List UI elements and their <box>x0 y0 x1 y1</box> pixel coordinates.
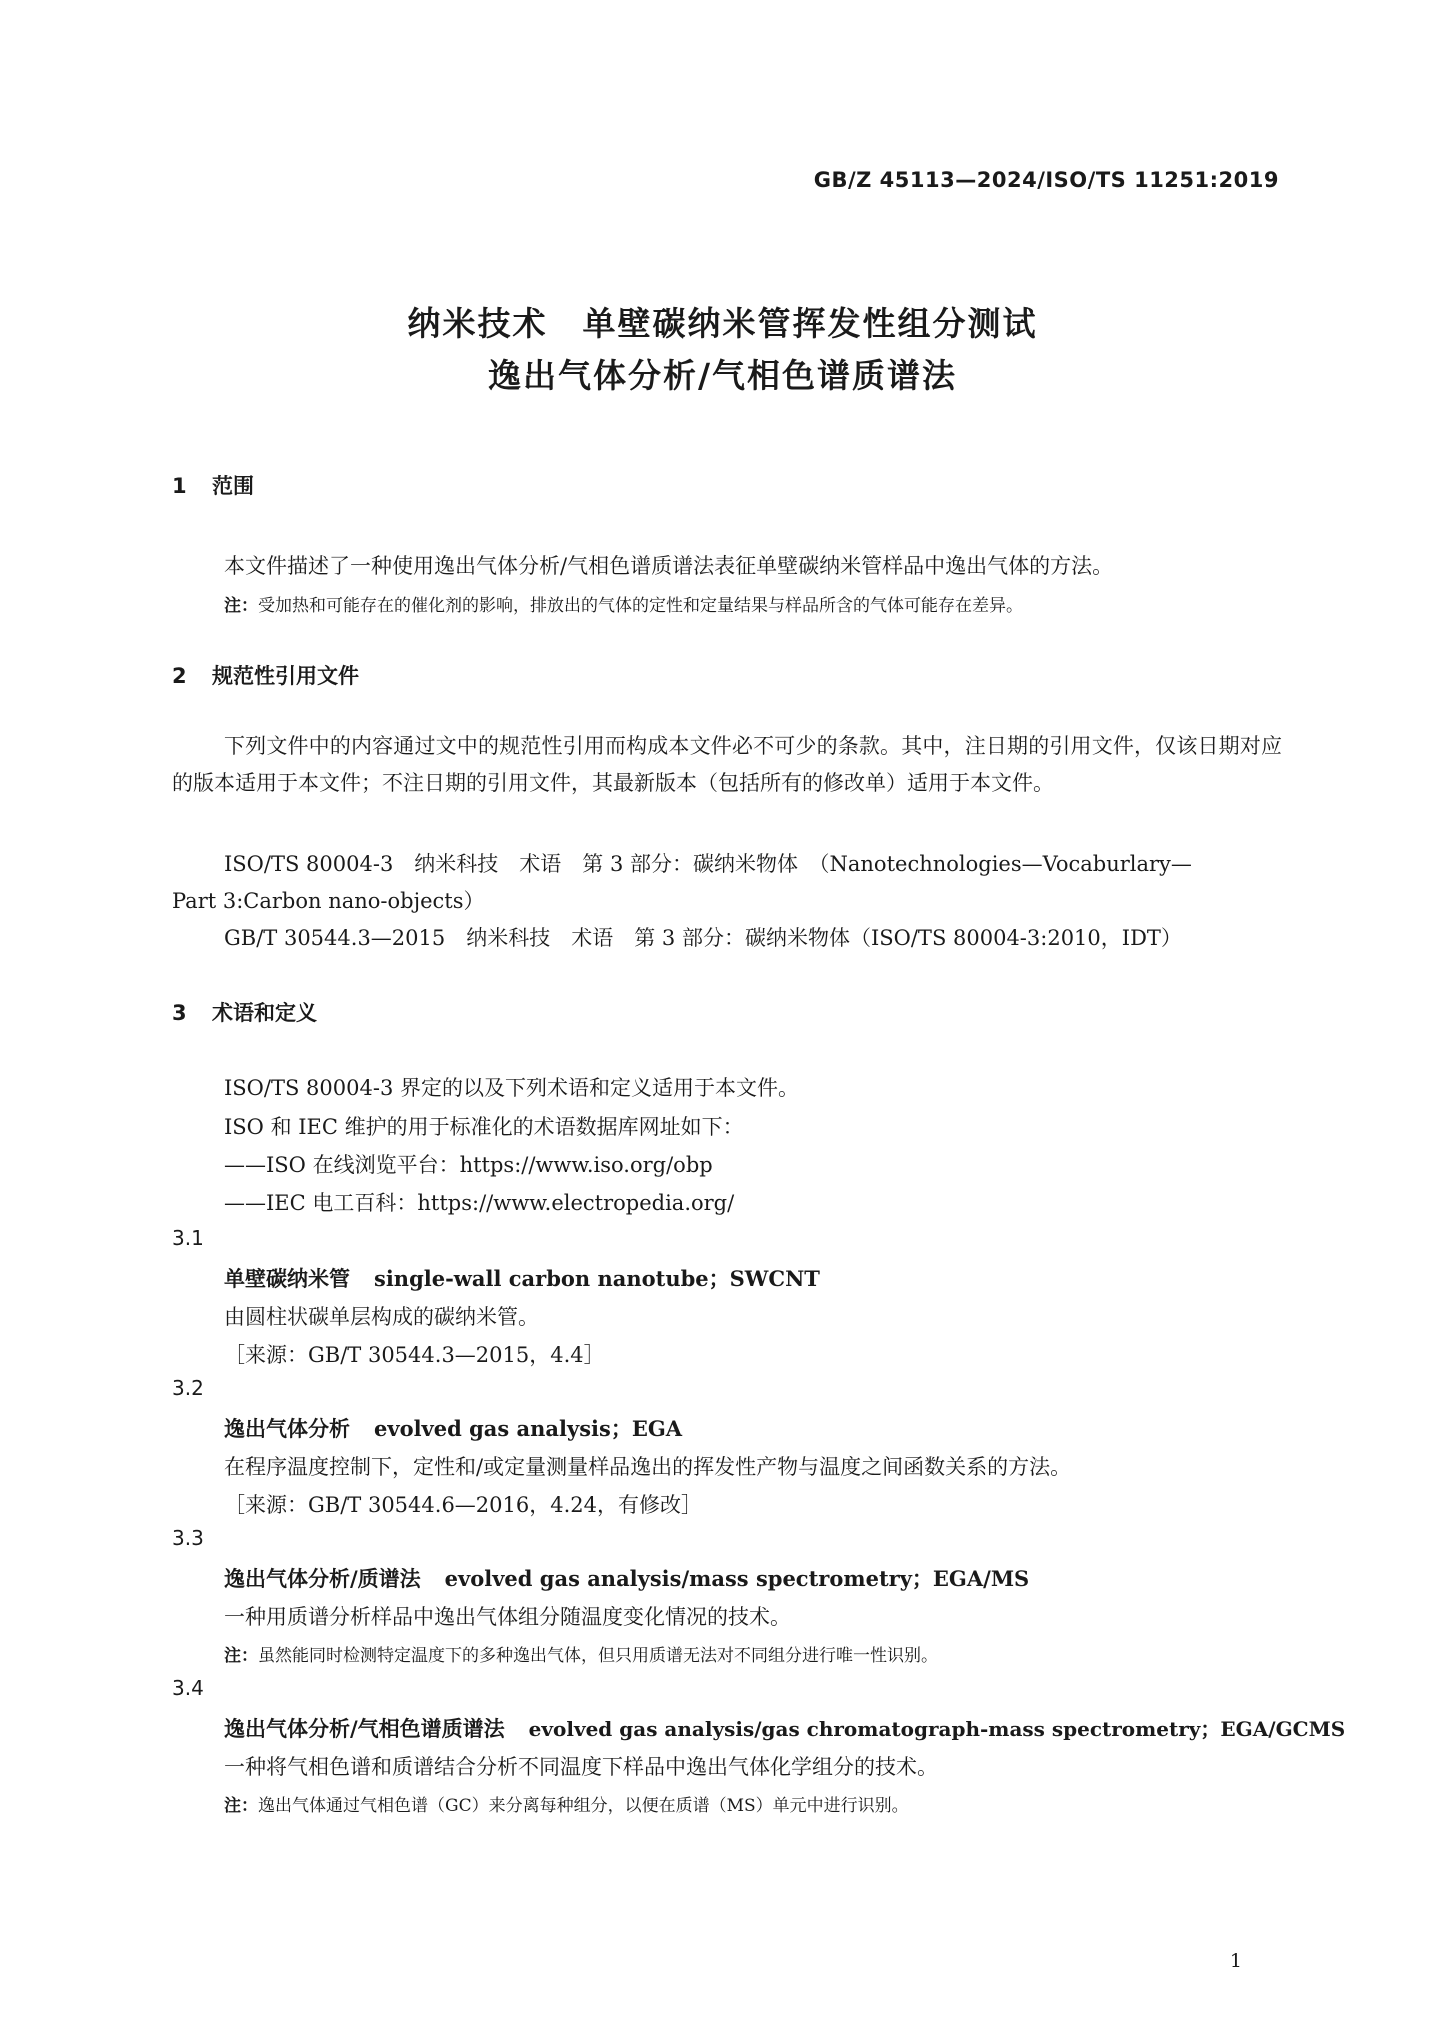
electropedia-link-line: ——IEC 电工百科：https://www.electropedia.org/ <box>224 1191 735 1215</box>
iso-obp-link-line: ——ISO 在线浏览平台：https://www.iso.org/obp <box>224 1153 713 1177</box>
term-chinese: 逸出气体分析/气相色谱质谱法 <box>224 1717 505 1741</box>
term-english: evolved gas analysis/gas chromatograph-mass spectrometry；EGA/GCMS <box>528 1717 1346 1741</box>
term-source: ［来源：GB/T 30544.6—2016，4.24，有修改］ <box>224 1493 703 1517</box>
term-number: 3.3 <box>172 1526 204 1550</box>
note-label: 注： <box>224 596 258 616</box>
page-number: 1 <box>1229 1950 1242 1972</box>
term-number: 3.2 <box>172 1376 204 1400</box>
standard-code-header: GB/Z 45113—2024/ISO/TS 11251:2019 <box>813 168 1279 192</box>
section-3-heading <box>172 997 317 1027</box>
term-english: evolved gas analysis/mass spectrometry；EGA/MS <box>444 1566 1030 1591</box>
section-title: 范围 <box>212 474 254 498</box>
term-chinese: 单壁碳纳米管 <box>224 1267 350 1291</box>
normative-references-intro: 下列文件中的内容通过文中的规范性引用而构成本文件必不可少的条款。其中，注日期的引用文件，仅该日期对应的版本适用于本文件；不注日期的引用文件，其最新版本（包括所有的修改单）适用于本文件。 <box>172 734 1282 795</box>
term-source: ［来源：GB/T 30544.3—2015，4.4］ <box>224 1343 605 1367</box>
reference-1-line-2: Part 3:Carbon nano-objects） <box>172 889 485 913</box>
scope-text: 本文件描述了一种使用逸出气体分析/气相色谱质谱法表征单壁碳纳米管样品中逸出气体的方法。 <box>224 554 1114 578</box>
term-heading <box>224 1413 682 1443</box>
term-definition: 一种将气相色谱和质谱结合分析不同温度下样品中逸出气体化学组分的技术。 <box>224 1755 938 1779</box>
note-text: 逸出气体通过气相色谱（GC）来分离每种组分，以便在质谱（MS）单元中进行识别。 <box>258 1796 909 1816</box>
section-2-heading <box>172 660 359 690</box>
term-note <box>224 1641 938 1666</box>
section-title: 规范性引用文件 <box>212 664 359 688</box>
note-text: 虽然能同时检测特定温度下的多种逸出气体，但只用质谱无法对不同组分进行唯一性识别。 <box>258 1646 938 1666</box>
section-number: 3 <box>172 1001 187 1025</box>
section-title: 术语和定义 <box>212 1001 317 1025</box>
section-1-heading <box>172 470 254 500</box>
term-heading <box>224 1563 1029 1593</box>
title-line-1: 纳米技术 单壁碳纳米管挥发性组分测试 <box>407 304 1038 343</box>
term-number: 3.1 <box>172 1226 204 1250</box>
note-label: 注： <box>224 1646 258 1666</box>
scope-note <box>224 591 1023 616</box>
term-chinese: 逸出气体分析 <box>224 1417 350 1441</box>
reference-1-line-1: ISO/TS 80004-3 纳米科技 术语 第 3 部分：碳纳米物体 （Nanotechnologies—Vocaburlary— <box>224 852 1192 876</box>
term-definition: 一种用质谱分析样品中逸出气体组分随温度变化情况的技术。 <box>224 1605 791 1629</box>
section-number: 2 <box>172 664 187 688</box>
term-english: evolved gas analysis；EGA <box>374 1416 683 1441</box>
term-definition: 在程序温度控制下，定性和/或定量测量样品逸出的挥发性产物与温度之间函数关系的方法。 <box>224 1455 1072 1479</box>
term-heading <box>224 1263 820 1293</box>
terms-intro-line-1: ISO/TS 80004-3 界定的以及下列术语和定义适用于本文件。 <box>224 1076 799 1100</box>
term-definition: 由圆柱状碳单层构成的碳纳米管。 <box>224 1305 539 1329</box>
term-note <box>224 1791 909 1816</box>
section-number: 1 <box>172 474 187 498</box>
term-heading <box>224 1713 1345 1743</box>
term-english: single-wall carbon nanotube；SWCNT <box>374 1266 820 1291</box>
note-text: 受加热和可能存在的催化剂的影响，排放出的气体的定性和定量结果与样品所含的气体可能存在差异。 <box>258 596 1023 616</box>
term-number: 3.4 <box>172 1676 204 1700</box>
title-line-2: 逸出气体分析/气相色谱质谱法 <box>487 356 958 395</box>
note-label: 注： <box>224 1796 258 1816</box>
reference-2: GB/T 30544.3—2015 纳米科技 术语 第 3 部分：碳纳米物体（ISO/TS 80004-3:2010，IDT） <box>224 926 1182 950</box>
term-chinese: 逸出气体分析/质谱法 <box>224 1567 421 1591</box>
terms-intro-line-2: ISO 和 IEC 维护的用于标准化的术语数据库网址如下： <box>224 1115 744 1139</box>
